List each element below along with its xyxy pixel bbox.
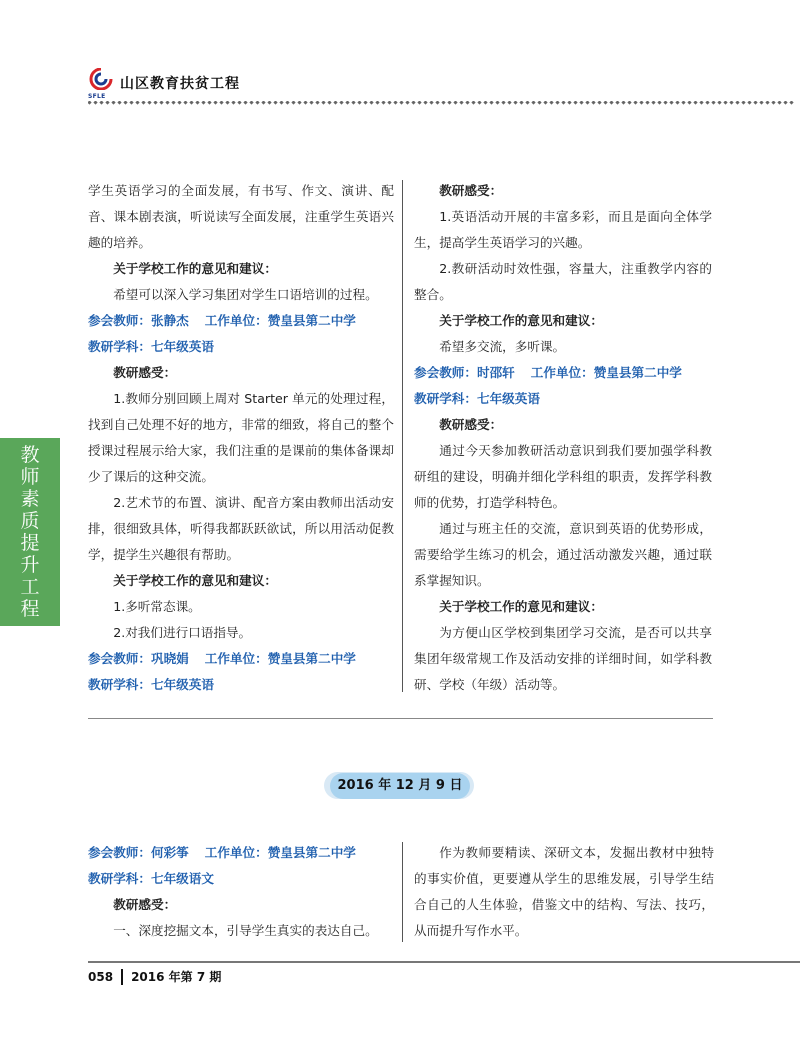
paragraph: 2.艺术节的布置、演讲、配音方案由教师出活动安排，很细致具体，听得我都跃跃欲试，所以用活动促教学，提学生兴趣很有帮助。 (88, 495, 394, 562)
paragraph: 为方便山区学校到集团学习交流，是否可以共享集团年级常规工作及活动安排的详细时间，如学科教研、学校（年级）活动等。 (414, 625, 712, 692)
rule-dot (147, 101, 151, 105)
rule-dot (759, 101, 763, 105)
rule-dot (717, 101, 721, 105)
rule-dot (177, 101, 181, 105)
rule-dot (279, 101, 283, 105)
rule-dot (765, 101, 769, 105)
rule-dot (321, 101, 325, 105)
subheading: 教研感受： (439, 417, 503, 432)
page-number: 058 (88, 969, 114, 984)
rule-dot (567, 101, 571, 105)
rule-dot (519, 101, 523, 105)
rule-dot (153, 101, 157, 105)
rule-dot (729, 101, 733, 105)
rule-dot (291, 101, 295, 105)
teacher-name: 参会教师：何彩筝 (88, 845, 189, 860)
page-footer (88, 968, 221, 985)
rule-dot (405, 101, 409, 105)
subheading: 关于学校工作的意见和建议： (439, 313, 603, 328)
teacher-info (414, 360, 712, 386)
rule-dot (219, 101, 223, 105)
rule-dot (489, 101, 493, 105)
rule-dot (465, 101, 469, 105)
teacher-unit: 工作单位：赞皇县第二中学 (530, 365, 682, 380)
rule-dot (747, 101, 751, 105)
subheading: 教研感受： (113, 897, 177, 912)
subheading: 关于学校工作的意见和建议： (113, 573, 277, 588)
teacher-info (88, 308, 394, 334)
rule-dot (591, 101, 595, 105)
column-divider (402, 180, 403, 692)
rule-dot (285, 101, 289, 105)
rule-dot (387, 101, 391, 105)
rule-dot (603, 101, 607, 105)
rule-dot (399, 101, 403, 105)
rule-dot (99, 101, 103, 105)
side-tab-char: 工 (20, 576, 40, 598)
rule-dot (315, 101, 319, 105)
teacher-unit: 工作单位：赞皇县第二中学 (204, 651, 356, 666)
paragraph: 作为教师要精读、深研文本，发掘出教材中独特的事实价值，更要遵从学生的思维发展，引导学生结合自己的人生体验，借鉴文中的结构、写法、技巧，从而提升写作水平。 (414, 845, 714, 938)
rule-dot (501, 101, 505, 105)
section1-left-column (88, 178, 394, 698)
rule-dot (357, 101, 361, 105)
paragraph: 学生英语学习的全面发展，有书写、作文、演讲、配音、课本剧表演，听说读写全面发展，注重学生英语兴趣的培养。 (88, 183, 394, 250)
rule-dot (261, 101, 265, 105)
rule-dot (93, 101, 97, 105)
teacher-name: 参会教师：巩晓娟 (88, 651, 189, 666)
rule-dot (723, 101, 727, 105)
rule-dot (495, 101, 499, 105)
side-tab-char: 教 (20, 444, 40, 466)
teacher-subject: 教研学科：七年级英语 (88, 339, 214, 354)
side-tab-char: 升 (20, 554, 40, 576)
rule-dot (333, 101, 337, 105)
rule-dot (585, 101, 589, 105)
teacher-name: 参会教师：时邵轩 (414, 365, 515, 380)
rule-dot (621, 101, 625, 105)
rule-dot (237, 101, 241, 105)
paragraph: 2.对我们进行口语指导。 (113, 625, 252, 640)
rule-dot (627, 101, 631, 105)
rule-dot (255, 101, 259, 105)
rule-dot (543, 101, 547, 105)
rule-dot (375, 101, 379, 105)
side-tab-char: 提 (20, 532, 40, 554)
issue-label: 2016 年第 7 期 (131, 970, 222, 984)
rule-dot (777, 101, 781, 105)
rule-dot (633, 101, 637, 105)
teacher-subject: 教研学科：七年级语文 (88, 871, 214, 886)
rule-dot (123, 101, 127, 105)
rule-dot (105, 101, 109, 105)
header-title: 山区教育扶贫工程 (120, 76, 240, 92)
rule-dot (669, 101, 673, 105)
teacher-info (88, 840, 394, 866)
column-divider (402, 842, 403, 942)
rule-dot (345, 101, 349, 105)
rule-dot (681, 101, 685, 105)
rule-dot (549, 101, 553, 105)
paragraph: 通过今天参加教研活动意识到我们要加强学科教研组的建设，明确并细化学科组的职责，发挥学科教师的优势，打造学科特色。 (414, 443, 712, 510)
rule-dot (213, 101, 217, 105)
header-dotted-rule (88, 101, 800, 105)
rule-dot (483, 101, 487, 105)
rule-dot (771, 101, 775, 105)
rule-dot (231, 101, 235, 105)
paragraph: 希望多交流，多听课。 (439, 339, 566, 354)
rule-dot (615, 101, 619, 105)
side-section-tab (0, 438, 60, 626)
rule-dot (117, 101, 121, 105)
rule-dot (459, 101, 463, 105)
rule-dot (411, 101, 415, 105)
rule-dot (561, 101, 565, 105)
rule-dot (88, 101, 92, 105)
teacher-unit: 工作单位：赞皇县第二中学 (204, 313, 356, 328)
rule-dot (753, 101, 757, 105)
rule-dot (453, 101, 457, 105)
teacher-subject: 教研学科：七年级英语 (88, 677, 214, 692)
rule-dot (171, 101, 175, 105)
rule-dot (471, 101, 475, 105)
teacher-name: 参会教师：张静杰 (88, 313, 189, 328)
rule-dot (297, 101, 301, 105)
page-header (88, 66, 240, 100)
rule-dot (693, 101, 697, 105)
rule-dot (675, 101, 679, 105)
teacher-info (88, 646, 394, 672)
rule-dot (741, 101, 745, 105)
rule-dot (351, 101, 355, 105)
rule-dot (159, 101, 163, 105)
rule-dot (225, 101, 229, 105)
sfle-logo (88, 68, 114, 98)
paragraph: 希望可以深入学习集团对学生口语培训的过程。 (113, 287, 378, 302)
rule-dot (687, 101, 691, 105)
rule-dot (657, 101, 661, 105)
rule-dot (393, 101, 397, 105)
side-tab-char: 师 (20, 466, 40, 488)
rule-dot (381, 101, 385, 105)
footer-separator (121, 969, 123, 985)
rule-dot (507, 101, 511, 105)
rule-dot (309, 101, 313, 105)
side-tab-char: 程 (20, 598, 40, 620)
rule-dot (699, 101, 703, 105)
rule-dot (195, 101, 199, 105)
rule-dot (435, 101, 439, 105)
rule-dot (339, 101, 343, 105)
rule-dot (579, 101, 583, 105)
rule-dot (363, 101, 367, 105)
rule-dot (477, 101, 481, 105)
rule-dot (369, 101, 373, 105)
subheading: 关于学校工作的意见和建议： (439, 599, 603, 614)
rule-dot (441, 101, 445, 105)
rule-dot (609, 101, 613, 105)
rule-dot (513, 101, 517, 105)
rule-dot (789, 101, 793, 105)
rule-dot (663, 101, 667, 105)
subheading: 关于学校工作的意见和建议： (113, 261, 277, 276)
date-badge: 2016 年 12 月 9 日 (330, 773, 470, 799)
rule-dot (711, 101, 715, 105)
rule-dot (639, 101, 643, 105)
paragraph: 1.教师分别回顾上周对 Starter 单元的处理过程，找到自己处理不好的地方，非常的细致，将自己的整个授课过程展示给大家，我们注重的是课前的集体备课却少了课后的这种交流。 (88, 391, 394, 484)
side-tab-char: 质 (20, 510, 40, 532)
rule-dot (651, 101, 655, 105)
rule-dot (429, 101, 433, 105)
subheading: 教研感受： (439, 183, 503, 198)
rule-dot (135, 101, 139, 105)
section1-right-column (414, 178, 712, 698)
logo-text: SFLE (88, 93, 106, 100)
rule-dot (141, 101, 145, 105)
paragraph: 2.教研活动时效性强，容量大，注重教学内容的整合。 (414, 261, 712, 302)
teacher-subject: 教研学科：七年级英语 (414, 391, 540, 406)
teacher-unit: 工作单位：赞皇县第二中学 (204, 845, 356, 860)
rule-dot (201, 101, 205, 105)
section-divider (88, 718, 713, 719)
rule-dot (537, 101, 541, 105)
rule-dot (165, 101, 169, 105)
rule-dot (705, 101, 709, 105)
paragraph: 一、深度挖掘文本，引导学生真实的表达自己。 (113, 923, 378, 938)
rule-dot (531, 101, 535, 105)
rule-dot (207, 101, 211, 105)
paragraph: 通过与班主任的交流，意识到英语的优势形成，需要给学生练习的机会，通过活动激发兴趣，通过联系掌握知识。 (414, 521, 712, 588)
rule-dot (525, 101, 529, 105)
rule-dot (783, 101, 787, 105)
rule-dot (555, 101, 559, 105)
rule-dot (111, 101, 115, 105)
rule-dot (327, 101, 331, 105)
rule-dot (243, 101, 247, 105)
section2-left-column (88, 840, 394, 944)
rule-dot (267, 101, 271, 105)
rule-dot (597, 101, 601, 105)
rule-dot (249, 101, 253, 105)
rule-dot (183, 101, 187, 105)
sfle-logo-icon (88, 68, 114, 90)
side-tab-char: 素 (20, 488, 40, 510)
section2-right-column (414, 840, 714, 944)
rule-dot (645, 101, 649, 105)
subheading: 教研感受： (113, 365, 177, 380)
paragraph: 1.多听常态课。 (113, 599, 201, 614)
rule-dot (273, 101, 277, 105)
rule-dot (735, 101, 739, 105)
rule-dot (189, 101, 193, 105)
paragraph: 1.英语活动开展的丰富多彩，而且是面向全体学生，提高学生英语学习的兴趣。 (414, 209, 712, 250)
rule-dot (303, 101, 307, 105)
rule-dot (423, 101, 427, 105)
footer-rule (88, 961, 800, 963)
rule-dot (447, 101, 451, 105)
rule-dot (417, 101, 421, 105)
rule-dot (573, 101, 577, 105)
rule-dot (129, 101, 133, 105)
